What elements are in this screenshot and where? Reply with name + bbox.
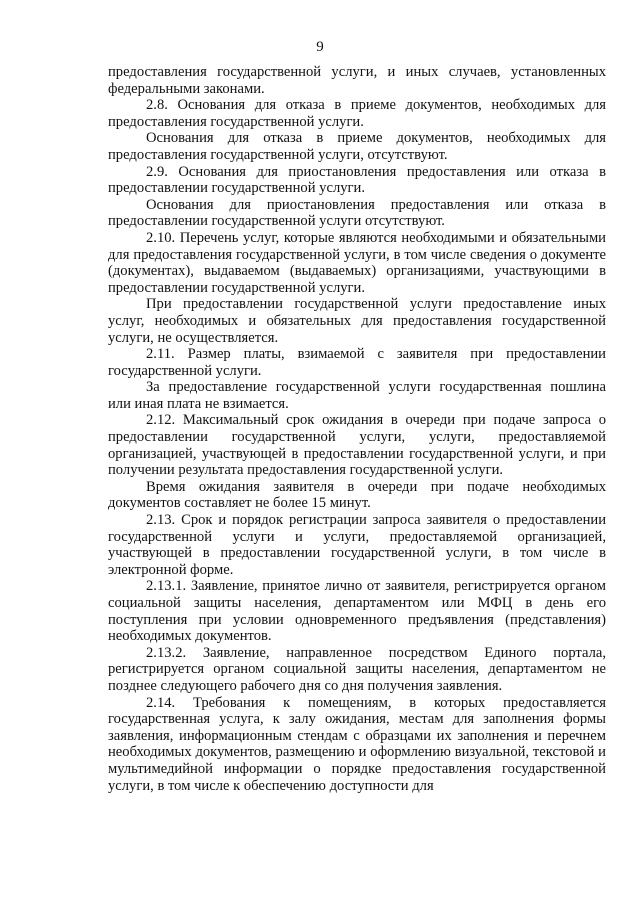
- section-heading-2-10: 2.10. Перечень услуг, которые являются необходимыми и обязательными для предоставления государственной услуги, в том числе сведения о документе (документах), выдаваемом (выдаваемых) организациями, участвующими в предоставлении государственной услуги.: [108, 229, 606, 296]
- paragraph: Основания для отказа в приеме документов, необходимых для предоставления государственной услуги, отсутствуют.: [108, 130, 606, 163]
- section-heading-2-14: 2.14. Требования к помещениям, в которых предоставляется государственная услуга, к залу ожидания, местам для заполнения формы заявления, информационным стендам с образцами их заполнения и перечнем необходимых документов, размещению и оформлению визуальной, текстовой и мультимедийной информации о порядке предоставления государственной услуги, в том числе к обеспечению доступности для: [108, 694, 606, 794]
- paragraph: предоставления государственной услуги, и иных случаев, установленных федеральными законами.: [108, 64, 606, 97]
- subsection-2-13-2: 2.13.2. Заявление, направленное посредством Единого портала, регистрируется органом социальной защиты населения, департаментом не позднее следующего рабочего дня со дня получения заявления.: [108, 644, 606, 694]
- section-heading-2-12: 2.12. Максимальный срок ожидания в очереди при подаче запроса о предоставлении государственной услуги, услуги, предоставляемой организацией, участвующей в предоставлении государственной услуги, и при получении результата предоставления государственной услуги.: [108, 412, 606, 479]
- body-text: [108, 64, 606, 794]
- paragraph: За предоставление государственной услуги государственная пошлина или иная плата не взимается.: [108, 379, 606, 412]
- section-heading-2-8: 2.8. Основания для отказа в приеме документов, необходимых для предоставления государственной услуги.: [108, 97, 606, 130]
- paragraph: Основания для приостановления предоставления или отказа в предоставлении государственной услуги отсутствуют.: [108, 196, 606, 230]
- section-heading-2-11: 2.11. Размер платы, взимаемой с заявителя при предоставлении государственной услуги.: [108, 346, 606, 379]
- subsection-2-13-1: 2.13.1. Заявление, принятое лично от заявителя, регистрируется органом социальной защиты населения, департаментом или МФЦ в день его поступления при условии одновременного предъявления (представления) необходимых документов.: [108, 578, 606, 645]
- page-number: 9: [316, 39, 324, 55]
- section-heading-2-13: 2.13. Срок и порядок регистрации запроса заявителя о предоставлении государственной услуги и услуги, предоставляемой организацией, участвующей в предоставлении государственной услуги, в том числе в электронной форме.: [108, 512, 606, 578]
- section-heading-2-9: 2.9. Основания для приостановления предоставления или отказа в предоставлении государственной услуги.: [108, 163, 606, 197]
- paragraph: При предоставлении государственной услуги предоставление иных услуг, необходимых и обязательных для предоставления государственной услуги, не осуществляется.: [108, 296, 606, 346]
- paragraph: Время ожидания заявителя в очереди при подаче необходимых документов составляет не более 15 минут.: [108, 478, 606, 512]
